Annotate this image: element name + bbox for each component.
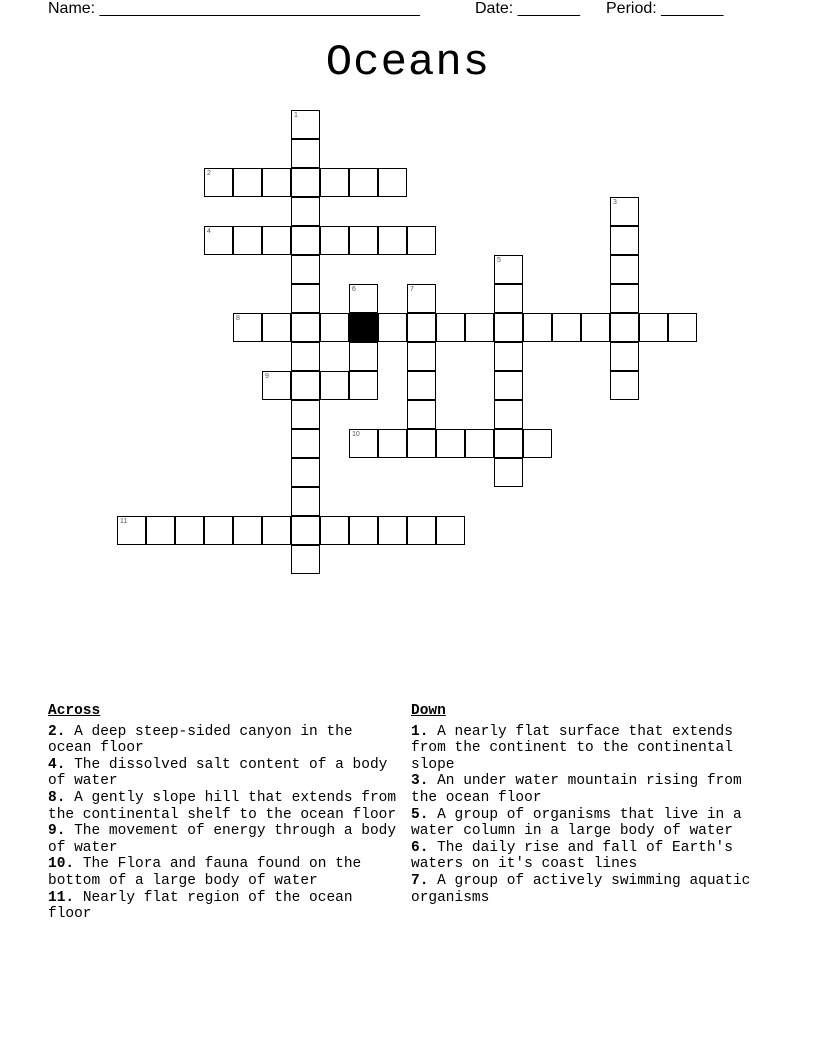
crossword-cell[interactable] xyxy=(610,255,639,284)
crossword-cell[interactable] xyxy=(639,313,668,342)
cell-number: 4 xyxy=(207,228,211,235)
down-heading: Down xyxy=(411,703,446,719)
clue-number: 10. xyxy=(48,856,83,873)
crossword-block-cell xyxy=(349,313,378,342)
crossword-cell[interactable] xyxy=(610,197,639,226)
crossword-cell[interactable] xyxy=(436,429,465,458)
crossword-cell[interactable] xyxy=(610,284,639,313)
clue-number: 3. xyxy=(411,773,438,790)
clue-text: The dissolved salt content of a body of water xyxy=(48,756,388,790)
crossword-cell[interactable] xyxy=(494,284,523,313)
crossword-cell[interactable] xyxy=(581,313,610,342)
crossword-cell[interactable] xyxy=(494,342,523,371)
cell-number: 11 xyxy=(120,518,128,525)
crossword-cell[interactable] xyxy=(349,226,378,255)
down-clue xyxy=(411,840,771,873)
crossword-cell[interactable] xyxy=(262,371,291,400)
crossword-cell[interactable] xyxy=(320,313,349,342)
crossword-cell[interactable] xyxy=(291,197,320,226)
crossword-cell[interactable] xyxy=(291,429,320,458)
clue-number: 2. xyxy=(48,723,75,740)
crossword-cell[interactable] xyxy=(552,313,581,342)
clue-number: 6. xyxy=(411,839,438,856)
crossword-cell[interactable] xyxy=(320,226,349,255)
crossword-cell[interactable] xyxy=(117,516,146,545)
clue-number: 1. xyxy=(411,723,438,740)
crossword-cell[interactable] xyxy=(262,226,291,255)
crossword-cell[interactable] xyxy=(233,313,262,342)
cell-number: 2 xyxy=(207,170,211,177)
clue-text: A group of actively swimming aquatic organisms xyxy=(411,872,751,906)
crossword-cell[interactable] xyxy=(291,400,320,429)
crossword-cell[interactable] xyxy=(233,168,262,197)
crossword-cell[interactable] xyxy=(494,429,523,458)
crossword-cell[interactable] xyxy=(233,516,262,545)
clue-number: 7. xyxy=(411,872,438,889)
cell-number: 9 xyxy=(265,373,269,380)
date-field-label: Date: _______ xyxy=(475,0,580,17)
crossword-cell[interactable] xyxy=(407,429,436,458)
crossword-cell[interactable] xyxy=(291,226,320,255)
crossword-cell[interactable] xyxy=(291,371,320,400)
crossword-cell[interactable] xyxy=(610,313,639,342)
crossword-cell[interactable] xyxy=(262,168,291,197)
crossword-cell[interactable] xyxy=(494,255,523,284)
crossword-cell[interactable] xyxy=(378,168,407,197)
crossword-cell[interactable] xyxy=(407,516,436,545)
across-clue xyxy=(48,823,400,856)
crossword-cell[interactable] xyxy=(204,516,233,545)
down-clue xyxy=(411,873,771,906)
crossword-cell[interactable] xyxy=(407,313,436,342)
crossword-cell[interactable] xyxy=(320,371,349,400)
crossword-cell[interactable] xyxy=(378,429,407,458)
crossword-cell[interactable] xyxy=(494,458,523,487)
crossword-cell[interactable] xyxy=(610,342,639,371)
crossword-cell[interactable] xyxy=(407,226,436,255)
period-field-label: Period: _______ xyxy=(606,0,724,17)
crossword-cell[interactable] xyxy=(291,545,320,574)
clue-text: Nearly flat region of the ocean floor xyxy=(48,889,353,923)
crossword-cell[interactable] xyxy=(262,516,291,545)
clue-text: A nearly flat surface that extends from the continent to the continental slope xyxy=(411,723,733,773)
clue-text: The daily rise and fall of Earth's waters on it's coast lines xyxy=(411,839,733,873)
crossword-cell[interactable] xyxy=(349,516,378,545)
cell-number: 1 xyxy=(294,112,298,119)
crossword-cell[interactable] xyxy=(291,342,320,371)
crossword-cell[interactable] xyxy=(465,313,494,342)
crossword-cell[interactable] xyxy=(407,284,436,313)
crossword-cell[interactable] xyxy=(291,284,320,313)
crossword-cell[interactable] xyxy=(349,168,378,197)
crossword-cell[interactable] xyxy=(291,168,320,197)
crossword-cell[interactable] xyxy=(291,516,320,545)
crossword-cell[interactable] xyxy=(204,168,233,197)
clue-number: 11. xyxy=(48,889,83,906)
puzzle-title: Oceans xyxy=(325,38,491,88)
cell-number: 3 xyxy=(613,199,617,206)
clue-text: The movement of energy through a body of water xyxy=(48,823,397,856)
crossword-cell[interactable] xyxy=(291,255,320,284)
crossword-cell[interactable] xyxy=(349,429,378,458)
cell-number: 5 xyxy=(497,257,501,264)
crossword-cell[interactable] xyxy=(291,110,320,139)
crossword-cell[interactable] xyxy=(378,226,407,255)
across-clue xyxy=(48,724,400,757)
down-clue xyxy=(411,773,771,806)
clue-number: 8. xyxy=(48,789,75,806)
across-clue xyxy=(48,890,400,923)
clue-text: A deep steep-sided canyon in the ocean floor xyxy=(48,723,353,757)
cell-number: 7 xyxy=(410,286,414,293)
crossword-cell[interactable] xyxy=(523,429,552,458)
crossword-cell[interactable] xyxy=(349,371,378,400)
crossword-cell[interactable] xyxy=(291,313,320,342)
clue-number: 5. xyxy=(411,806,438,823)
crossword-cell[interactable] xyxy=(610,226,639,255)
cell-number: 10 xyxy=(352,431,360,438)
clue-number: 9. xyxy=(48,823,75,840)
crossword-cell[interactable] xyxy=(494,313,523,342)
crossword-cell[interactable] xyxy=(378,516,407,545)
across-heading: Across xyxy=(48,703,101,719)
crossword-cell[interactable] xyxy=(494,400,523,429)
crossword-cell[interactable] xyxy=(233,226,262,255)
clue-text: A gently slope hill that extends from the continental shelf to the ocean floor xyxy=(48,789,397,823)
crossword-cell[interactable] xyxy=(320,516,349,545)
crossword-cell[interactable] xyxy=(378,313,407,342)
crossword-cell[interactable] xyxy=(262,313,291,342)
name-field-label: Name: ____________________________________ xyxy=(48,0,420,17)
down-clues xyxy=(411,703,771,906)
crossword-cell[interactable] xyxy=(349,342,378,371)
down-clue xyxy=(411,807,771,840)
across-clue xyxy=(48,856,400,889)
crossword-cell[interactable] xyxy=(407,342,436,371)
crossword-cell[interactable] xyxy=(320,168,349,197)
crossword-cell[interactable] xyxy=(523,313,552,342)
clue-number: 4. xyxy=(48,756,75,773)
cell-number: 6 xyxy=(352,286,356,293)
crossword-cell[interactable] xyxy=(204,226,233,255)
across-clues xyxy=(48,703,400,923)
crossword-cell[interactable] xyxy=(465,429,494,458)
cell-number: 8 xyxy=(236,315,240,322)
down-clue-list xyxy=(411,724,771,907)
crossword-cell[interactable] xyxy=(494,371,523,400)
crossword-cell[interactable] xyxy=(146,516,175,545)
crossword-cell[interactable] xyxy=(668,313,697,342)
crossword-cell[interactable] xyxy=(291,487,320,516)
crossword-cell[interactable] xyxy=(436,313,465,342)
crossword-cell[interactable] xyxy=(349,284,378,313)
crossword-cell[interactable] xyxy=(610,371,639,400)
crossword-cell[interactable] xyxy=(175,516,204,545)
clue-text: A group of organisms that live in a water column in a large body of water xyxy=(411,806,742,840)
across-clue-list xyxy=(48,724,400,923)
across-clue xyxy=(48,757,400,790)
crossword-cell[interactable] xyxy=(407,371,436,400)
crossword-cell[interactable] xyxy=(291,139,320,168)
crossword-cell[interactable] xyxy=(291,458,320,487)
clue-text: An under water mountain rising from the ocean floor xyxy=(411,773,742,806)
down-clue xyxy=(411,724,771,774)
crossword-cell[interactable] xyxy=(436,516,465,545)
crossword-cell[interactable] xyxy=(407,400,436,429)
clue-text: The Flora and fauna found on the bottom of a large body of water xyxy=(48,856,362,889)
across-clue xyxy=(48,790,400,823)
